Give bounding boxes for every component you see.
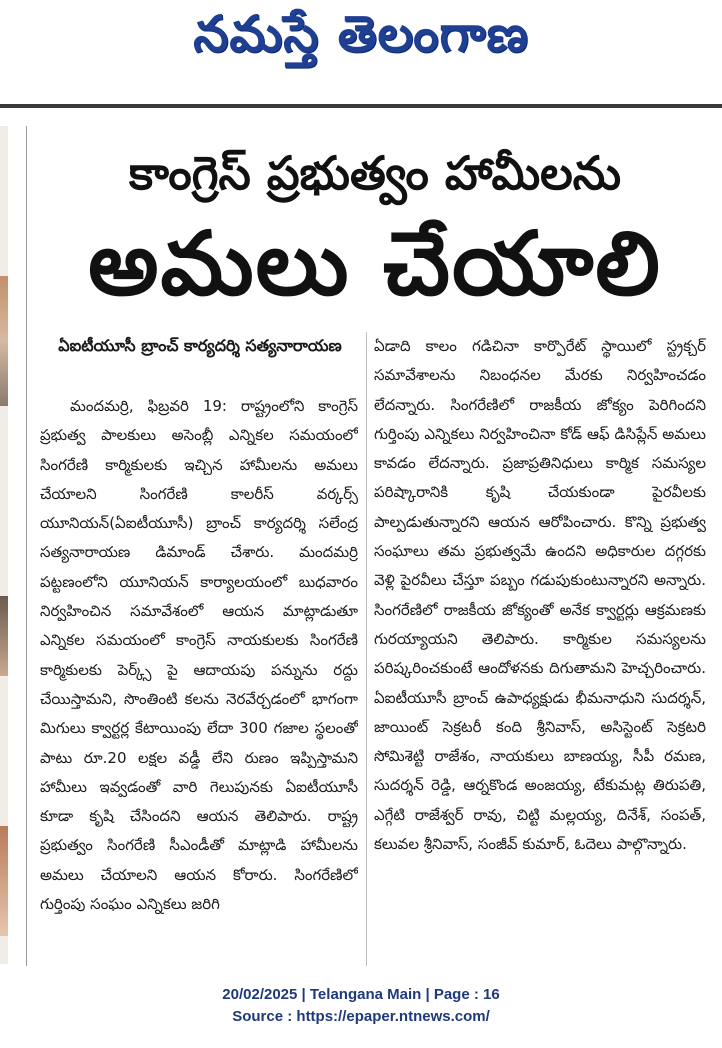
page-footer <box>0 984 722 1028</box>
column-rule <box>26 126 27 966</box>
adjacent-photo <box>0 826 8 936</box>
masthead <box>0 0 722 80</box>
newspaper-logo-title: నమస్తే తెలంగాణ <box>193 4 529 63</box>
adjacent-photo <box>0 276 8 406</box>
article-column-left <box>40 392 358 968</box>
source-link[interactable]: Source : https://epaper.ntnews.com/ <box>232 1008 490 1025</box>
article-byline: ఏఐటీయూసీ బ్రాంచ్ కార్యదర్శి సత్యనారాయణ <box>58 336 342 355</box>
adjacent-photo <box>0 596 8 676</box>
article-column-right <box>374 332 706 968</box>
article-paragraph: ఏడాది కాలం గడిచినా కార్పొరేట్ స్థాయిలో స్ట్రక్చర్ సమావేశాలను నిబంధనల మేరకు నిర్వహించడం లేదన్నారు. సింగరేణిలో రాజకీయ జోక్యం పెరిగిందని గుర్తింపు ఎన్నికలు నిర్వహించినా కోడ్ ఆఫ్ డిసిప్లేన్ అమలు కావడం లేదన్నారు. ప్రజాప్రతినిధులు కార్మిక సమస్యల పరిష్కారానికి కృషి చేయకుండా పైరవీలకు పాల్పడుతున్నారని ఆయన ఆరోపించారు. కొన్ని ప్రభుత్వ సంఘాలు తమ ప్రభుత్వమే ఉందని అధికారుల దగ్గరకు వెళ్లి పైరవీలు చేస్తూ పబ్బం గడుపుకుంటున్నారని అన్నారు. సింగరేణిలో రాజకీయ జోక్యంతో అనేక క్వార్టర్లు ఆక్రమణకు గురయ్యాయని తెలిపారు. కార్మికుల సమస్యలను పరిష్కరించకుంటే ఆందోళనకు దిగుతామని హెచ్చరించారు. ఏఐటీయూసీ బ్రాంచ్ ఉపాధ్యక్షుడు భీమనాధుని సుదర్శన్, జాయింట్ సెక్రటరీ కంది శ్రీనివాస్, అసిస్టెంట్ సెక్రటరి సోమిశెట్టి రాజేశం, నాయకులు బాణయ్య, సీపీ రమణ, సుదర్శన్ రెడ్డి, ఆర్నకొండ అంజయ్య, టేకుమట్ల తిరుపతి, ఎగ్గేటి రాజేశ్వర్ రావు, చిట్టి మల్లయ్య, దినేశ్, సంపత్, కలువల శ్రీనివాస్, సంజీవ్ కుమార్, ఓదెలు పాల్గొన్నారు. <box>374 337 706 854</box>
adjacent-article-strip <box>0 126 8 964</box>
edition-info: 20/02/2025 | Telangana Main | Page : 16 <box>222 986 500 1003</box>
headline-kicker: కాంగ్రెస్ ప్రభుత్వం హామీలను <box>129 146 621 200</box>
article-paragraph: మందమర్రి, ఫిబ్రవరి 19: రాష్ట్రంలోని కాంగ్రెస్ ప్రభుత్వ పాలకులు అసెంబ్లీ ఎన్నికల సమయంలో సింగరేణి కార్మికులకు ఇచ్చిన హామీలను అమలు చేయాలని సింగరేణి కాలరీస్ వర్కర్స్ యూనియన్(ఏఐటీయూసీ) బ్రాంచ్ కార్యదర్శి సలేంద్ర సత్యనారాయణ డిమాండ్ చేశారు. మందమర్రి పట్టణంలోని యూనియన్ కార్యాలయంలో బుధవారం నిర్వహించిన సమావేశంలో ఆయన మాట్లాడుతూ ఎన్నికల సమయంలో కాంగ్రెస్ నాయకులకు సింగరేణి కార్మికులకు పెర్క్స్ పై ఆదాయపు పన్నును రద్దు చేయిస్తామని, సొంతింటి కలను నెరవేర్చడంలో భాగంగా మిగులు క్వార్టర్ల కేటాయింపు లేదా 300 గజాల స్థలంతో పాటు రూ.20 లక్షల వడ్డీ లేని రుణం ఇప్పిస్తామని హామీలు ఇవ్వడంతో వారి గెలుపునకు ఏఐటీయూసీ కూడా కృషి చేసిందని ఆయన తెలిపారు. రాష్ట్ర ప్రభుత్వం సింగరేణి సీఎండీతో మాట్లాడి హామీలను అమలు చేయాలని ఆయన కోరారు. సింగరేణిలో గుర్తింపు సంఘం ఎన్నికలు జరిగి <box>40 397 358 914</box>
column-divider <box>366 332 367 966</box>
headline-main: అమలు చేయాలి <box>88 212 662 315</box>
masthead-rule <box>0 104 722 108</box>
